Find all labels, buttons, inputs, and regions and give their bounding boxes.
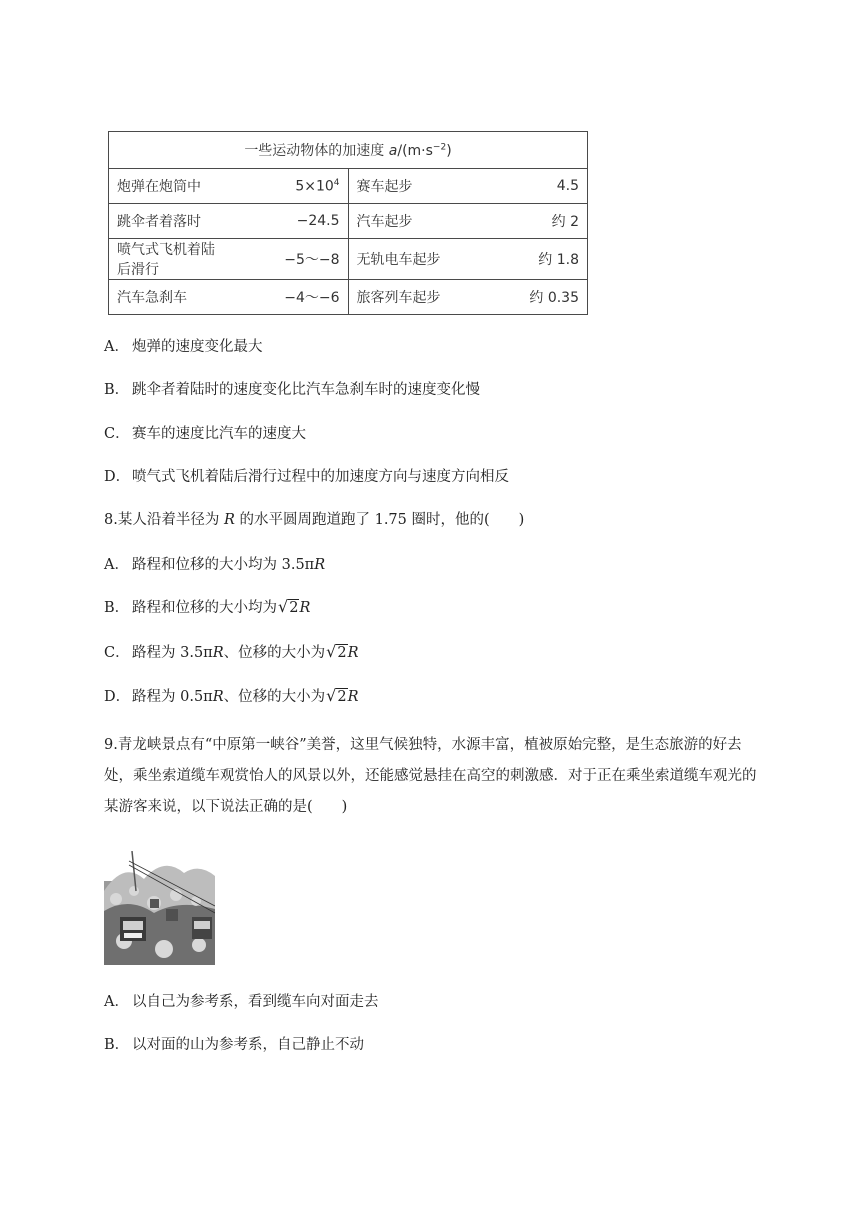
table-cell: 汽车急刹车 bbox=[109, 280, 229, 315]
cable-car-photo bbox=[104, 851, 215, 965]
acceleration-table bbox=[108, 131, 588, 315]
table-cell: 喷气式飞机着陆后滑行 bbox=[109, 239, 229, 280]
table-row bbox=[109, 204, 588, 239]
table-row bbox=[109, 280, 588, 315]
q7-option-a: A． 炮弹的速度变化最大 bbox=[104, 339, 263, 355]
table-cell: −5～−8 bbox=[228, 239, 348, 280]
q8-option-d: D． 路程为 0.5πR、位移的大小为√2R bbox=[104, 686, 359, 705]
q8-option-a: A． 路程和位移的大小均为 3.5πR bbox=[104, 557, 326, 573]
table-row bbox=[109, 169, 588, 204]
table-cell: 约 1.8 bbox=[468, 239, 588, 280]
table-cell: $5\times 10^4$ bbox=[228, 169, 348, 204]
sqrt-symbol: √2 bbox=[326, 642, 347, 661]
table-title: 一些运动物体的加速度 $a/(m\cdot s^{-2})$ bbox=[109, 132, 588, 169]
table-cell: 4.5 bbox=[468, 169, 588, 204]
q9-option-a: A． 以自己为参考系，看到缆车向对面走去 bbox=[104, 994, 379, 1010]
sqrt-symbol: √2 bbox=[278, 597, 299, 616]
table-row bbox=[109, 239, 588, 280]
q9-stem: 9.青龙峡景点有“中原第一峡谷”美誉，这里气候独特，水源丰富，植被原始完整，是生态旅游的好去处，乘坐索道缆车观赏怡人的风景以外，还能感觉悬挂在高空的刺激感．对于正在乘坐索道缆车观光的某游客来说，以下说法正确的是( ) bbox=[104, 737, 757, 815]
sqrt-symbol: √2 bbox=[326, 686, 347, 705]
table-cell: −4～−6 bbox=[228, 280, 348, 315]
q9-option-b: B． 以对面的山为参考系，自己静止不动 bbox=[104, 1037, 364, 1053]
table-cell: 旅客列车起步 bbox=[348, 280, 468, 315]
q7-option-d: D． 喷气式飞机着陆后滑行过程中的加速度方向与速度方向相反 bbox=[104, 469, 509, 485]
q7-option-b: B． 跳伞者着陆时的速度变化比汽车急刹车时的速度变化慢 bbox=[104, 382, 480, 398]
table-cell: 约 2 bbox=[468, 204, 588, 239]
q7-option-c: C． 赛车的速度比汽车的速度大 bbox=[104, 426, 306, 442]
q8-stem: 8.某人沿着半径为 R 的水平圆周跑道跑了 1.75 圈时，他的( ) bbox=[104, 512, 525, 528]
table-cell: 约 0.35 bbox=[468, 280, 588, 315]
table-cell: 无轨电车起步 bbox=[348, 239, 468, 280]
q8-option-c: C． 路程为 3.5πR、位移的大小为√2R bbox=[104, 642, 359, 661]
table-cell: −24.5 bbox=[228, 204, 348, 239]
table-cell: 汽车起步 bbox=[348, 204, 468, 239]
table-cell: 赛车起步 bbox=[348, 169, 468, 204]
table-cell: 跳伞者着落时 bbox=[109, 204, 229, 239]
table-cell: 炮弹在炮筒中 bbox=[109, 169, 229, 204]
q8-option-b: B． 路程和位移的大小均为√2R bbox=[104, 597, 311, 616]
